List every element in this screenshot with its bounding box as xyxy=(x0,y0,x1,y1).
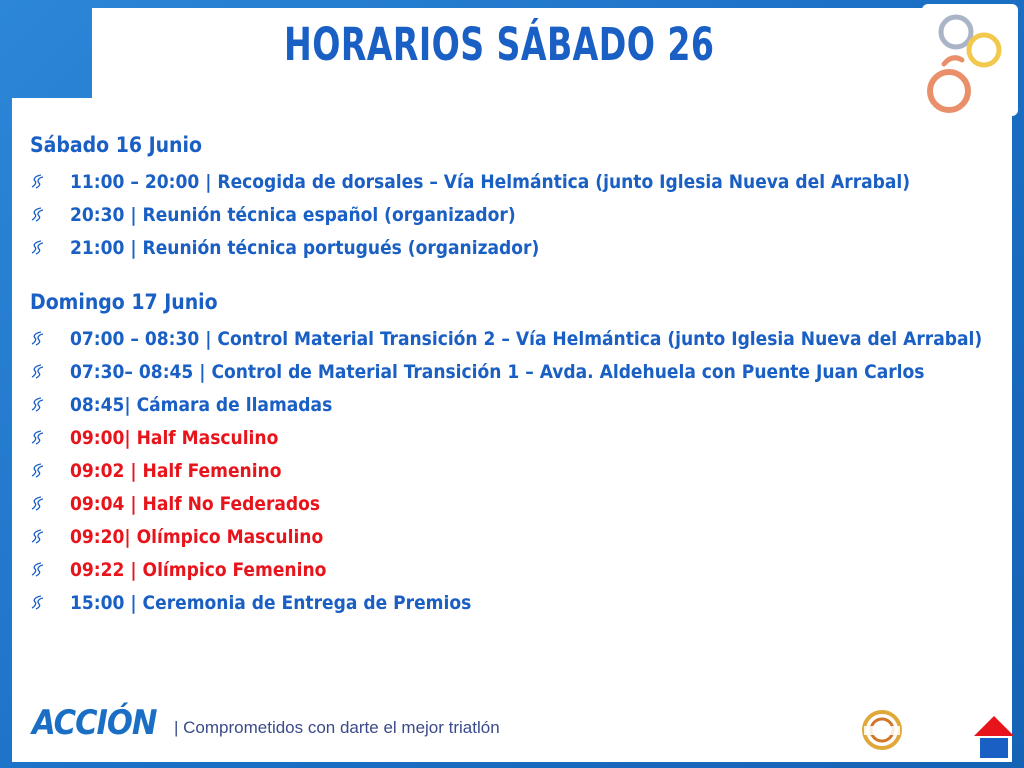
ring-accent xyxy=(944,58,962,64)
schedule-content xyxy=(30,130,996,614)
schedule-item xyxy=(30,427,996,449)
ring-orange xyxy=(930,72,968,110)
schedule-item-text: 08:45| Cámara de llamadas xyxy=(70,394,333,416)
event-badge-band xyxy=(864,726,900,735)
schedule-item xyxy=(30,460,996,482)
schedule-item-text: 20:30 | Reunión técnica español (organizador) xyxy=(70,204,516,226)
curved-bullet-icon xyxy=(30,495,46,511)
accion-logo: ACCIÓN xyxy=(32,703,157,743)
schedule-item xyxy=(30,237,996,259)
schedule-item-text: 09:04 | Half No Federados xyxy=(70,493,321,515)
curved-bullet-icon xyxy=(30,594,46,610)
day-heading: Domingo 17 Junio xyxy=(30,290,218,314)
ring-yellow xyxy=(969,35,999,65)
page-title: HORARIOS SÁBADO 26 xyxy=(284,18,715,71)
curved-bullet-icon xyxy=(30,396,46,412)
curved-bullet-icon xyxy=(30,206,46,222)
schedule-item xyxy=(30,394,996,416)
footer-slogan: | Comprometidos con darte el mejor triatlón xyxy=(174,718,500,737)
schedule-item xyxy=(30,592,996,614)
schedule-item xyxy=(30,171,996,193)
sponsor-logo-body xyxy=(980,738,1008,758)
schedule-item-text: 11:00 – 20:00 | Recogida de dorsales – Vía Helmántica (junto Iglesia Nueva del Arrabal) xyxy=(70,171,911,193)
schedule-item-text: 15:00 | Ceremonia de Entrega de Premios xyxy=(70,592,472,614)
schedule-item xyxy=(30,204,996,226)
day-heading: Sábado 16 Junio xyxy=(30,133,202,157)
schedule-item-text: 07:00 – 08:30 | Control Material Transición 2 – Vía Helmántica (junto Iglesia Nueva del Arrabal) xyxy=(70,328,983,350)
curved-bullet-icon xyxy=(30,330,46,346)
curved-bullet-icon xyxy=(30,239,46,255)
schedule-item xyxy=(30,493,996,515)
schedule-item xyxy=(30,328,996,350)
schedule-item-text: 09:00| Half Masculino xyxy=(70,427,279,449)
curved-bullet-icon xyxy=(30,363,46,379)
schedule-item-text: 07:30– 08:45 | Control de Material Transición 1 – Avda. Aldehuela con Puente Juan Carlos xyxy=(70,361,925,383)
schedule-item-text: 09:22 | Olímpico Femenino xyxy=(70,559,327,581)
schedule-item-text: 21:00 | Reunión técnica portugués (organizador) xyxy=(70,237,540,259)
schedule-item xyxy=(30,559,996,581)
curved-bullet-icon xyxy=(30,561,46,577)
logo-area xyxy=(922,4,1018,116)
schedule-item xyxy=(30,526,996,548)
triathlon-rings-logo-icon xyxy=(922,4,1018,116)
schedule-item-text: 09:20| Olímpico Masculino xyxy=(70,526,324,548)
curved-bullet-icon xyxy=(30,528,46,544)
sponsor-logo-roof xyxy=(974,716,1014,736)
schedule-item xyxy=(30,361,996,383)
schedule-item-text: 09:02 | Half Femenino xyxy=(70,460,282,482)
section-spacer xyxy=(30,259,996,287)
footer xyxy=(0,700,1024,768)
sponsor-logo-icon xyxy=(972,714,1016,762)
curved-bullet-icon xyxy=(30,173,46,189)
curved-bullet-icon xyxy=(30,429,46,445)
ring-grey xyxy=(941,17,971,47)
event-badge-icon xyxy=(858,706,906,754)
curved-bullet-icon xyxy=(30,462,46,478)
